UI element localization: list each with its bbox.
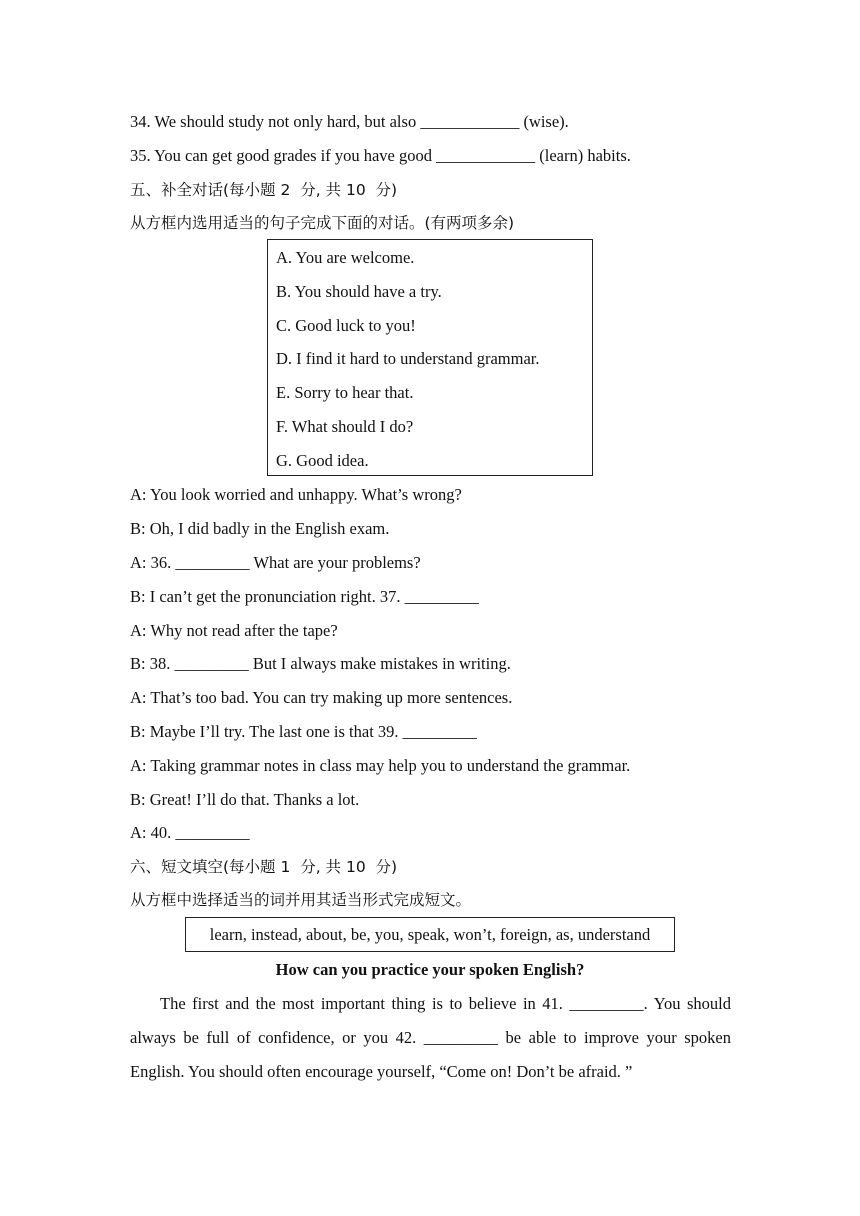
option-g: G. Good idea.	[276, 451, 369, 470]
dialogue-line: B: Oh, I did badly in the English exam.	[130, 519, 390, 538]
option-b: B. You should have a try.	[276, 282, 442, 301]
dialogue-line: A: You look worried and unhappy. What’s wrong?	[130, 485, 462, 504]
option-f: F. What should I do?	[276, 417, 414, 436]
option-c: C. Good luck to you!	[276, 316, 416, 335]
dialogue-line: A: Why not read after the tape?	[130, 621, 338, 640]
passage-line: English. You should often encourage yourself, “Come on! Don’t be afraid. ”	[130, 1062, 633, 1081]
passage-line: The first and the most important thing is to believe in 41. _________. You should	[160, 994, 731, 1013]
dialogue-line: A: 36. _________ What are your problems?	[130, 553, 421, 572]
dialogue-line: A: That’s too bad. You can try making up more sentences.	[130, 688, 513, 707]
section-6-instruction: 从方框中选择适当的词并用其适当形式完成短文。	[130, 891, 472, 909]
section-6-heading: 六、短文填空(每小题 1 分, 共 10 分)	[130, 858, 398, 876]
word-bank-box: learn, instead, about, be, you, speak, won’t, foreign, as, understand	[185, 917, 675, 952]
option-d: D. I find it hard to understand grammar.	[276, 349, 540, 368]
passage-title: How can you practice your spoken English?	[275, 960, 585, 979]
passage-line: always be full of confidence, or you 42. _________ be able to improve your spoken	[130, 1028, 731, 1047]
question-35: 35. You can get good grades if you have good ____________ (learn) habits.	[130, 146, 631, 165]
option-a: A. You are welcome.	[276, 248, 415, 267]
options-box	[267, 239, 593, 476]
option-e: E. Sorry to hear that.	[276, 383, 414, 402]
question-34: 34. We should study not only hard, but also ____________ (wise).	[130, 112, 569, 131]
dialogue-line: A: Taking grammar notes in class may help you to understand the grammar.	[130, 756, 631, 775]
dialogue-line: A: 40. _________	[130, 823, 250, 842]
dialogue-line: B: Maybe I’ll try. The last one is that 39. _________	[130, 722, 477, 741]
dialogue-line: B: 38. _________ But I always make mistakes in writing.	[130, 654, 511, 673]
dialogue-line: B: I can’t get the pronunciation right. 37. _________	[130, 587, 479, 606]
section-5-instruction: 从方框内选用适当的句子完成下面的对话。(有两项多余)	[130, 214, 515, 232]
section-5-heading: 五、补全对话(每小题 2 分, 共 10 分)	[130, 181, 398, 199]
dialogue-line: B: Great! I’ll do that. Thanks a lot.	[130, 790, 360, 809]
